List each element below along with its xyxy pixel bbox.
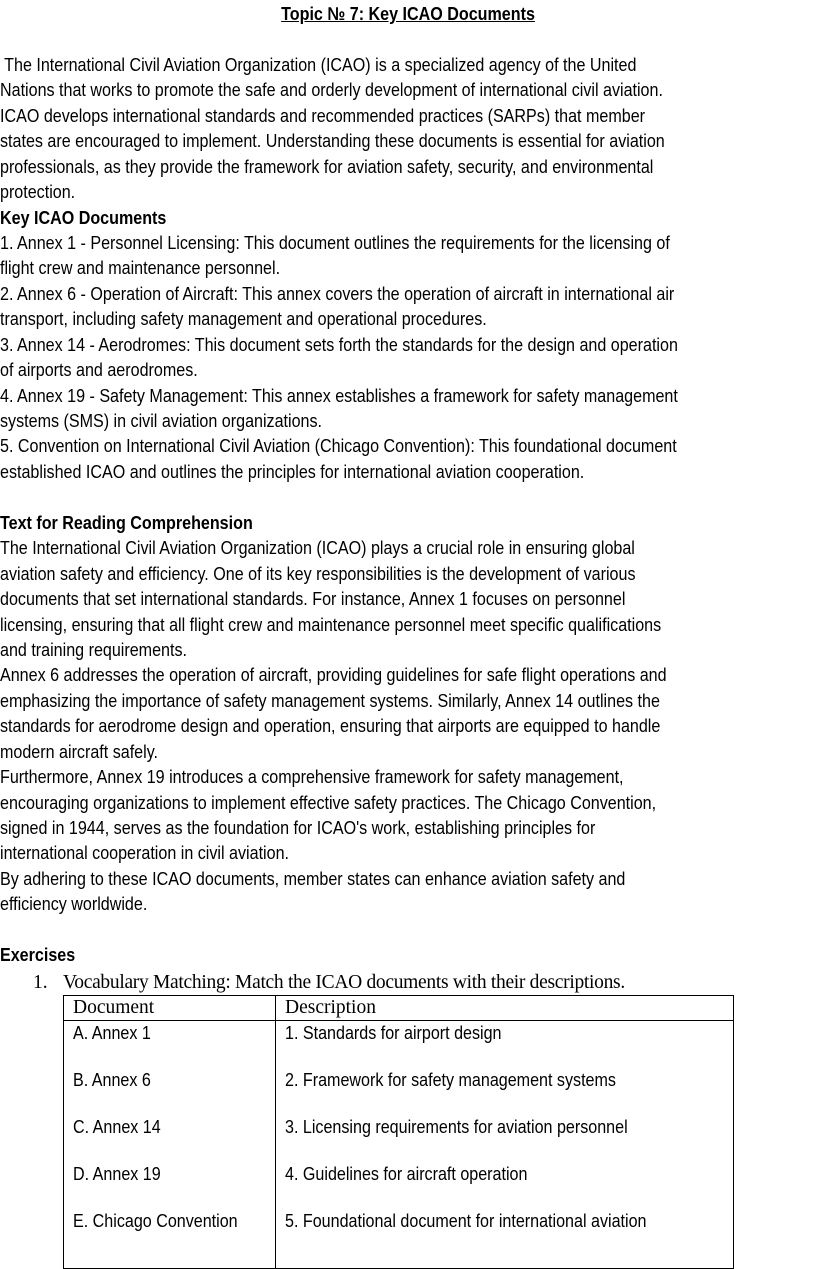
document-cell: B. Annex 6 (73, 1069, 151, 1090)
table-row (64, 1115, 734, 1162)
table-row (64, 1021, 734, 1069)
list-line: systems (SMS) in civil aviation organizations. (0, 410, 323, 431)
intro-paragraph (0, 52, 816, 205)
list-line: flight crew and maintenance personnel. (0, 257, 281, 279)
exercises-heading: Exercises (0, 944, 76, 966)
text-line: states are encouraged to implement. Understanding these documents is essential for aviation (0, 130, 665, 152)
description-cell: 1. Standards for airport design (285, 1022, 502, 1043)
text-line: modern aircraft safely. (0, 740, 159, 762)
table-row (64, 1162, 734, 1209)
table-row (64, 1209, 734, 1269)
document-cell: D. Annex 19 (73, 1163, 161, 1184)
text-line: aviation safety and efficiency. One of its key responsibilities is the development of various (0, 562, 636, 584)
text-line: Nations that works to promote the safe and orderly development of international civil aviation. (0, 79, 663, 101)
exercise-text: Vocabulary Matching: Match the ICAO documents with their descriptions. (63, 972, 625, 993)
text-line: international cooperation in civil aviation. (0, 842, 289, 864)
list-line: 1. Annex 1 - Personnel Licensing: This document outlines the requirements for the licensing of (0, 231, 670, 253)
document-body (0, 1, 816, 968)
list-line: established ICAO and outlines the principles for international aviation cooperation. (0, 460, 585, 482)
reading-text (0, 535, 816, 917)
blank-line (0, 26, 816, 51)
text-line: licensing, ensuring that all flight crew and maintenance personnel meet specific qualifications (0, 613, 662, 635)
description-cell: 5. Foundational document for international aviation (285, 1210, 647, 1231)
list-line: 3. Annex 14 - Aerodromes: This document sets forth the standards for the design and operation (0, 333, 678, 355)
blank-line (0, 484, 816, 509)
matching-table (63, 995, 734, 1269)
list-line: transport, including safety management and operational procedures. (0, 308, 487, 330)
text-line: The International Civil Aviation Organization (ICAO) plays a crucial role in ensuring global (0, 537, 635, 559)
key-documents-list (0, 230, 816, 484)
list-line: 5. Convention on International Civil Aviation (Chicago Convention): This foundational document (0, 435, 677, 457)
document-cell: A. Annex 1 (73, 1022, 151, 1043)
list-line: of airports and aerodromes. (0, 359, 198, 381)
document-cell: C. Annex 14 (73, 1116, 161, 1137)
text-line: protection. (0, 181, 76, 203)
text-line: The International Civil Aviation Organization (ICAO) is a specialized agency of the United (0, 53, 637, 75)
text-line: Furthermore, Annex 19 introduces a comprehensive framework for safety management, (0, 766, 624, 788)
text-line: and training requirements. (0, 638, 187, 660)
key-documents-heading: Key ICAO Documents (0, 206, 167, 228)
exercise-number: 1. (33, 972, 48, 993)
text-line: By adhering to these ICAO documents, member states can enhance aviation safety and (0, 867, 626, 889)
description-cell: 3. Licensing requirements for aviation personnel (285, 1116, 628, 1137)
list-line: 4. Annex 19 - Safety Management: This annex establishes a framework for safety management (0, 384, 678, 406)
header-document: Document (64, 996, 276, 1021)
description-cell: 2. Framework for safety management systems (285, 1069, 616, 1090)
text-line: professionals, as they provide the framework for aviation safety, security, and environmental (0, 155, 654, 177)
list-line: 2. Annex 6 - Operation of Aircraft: This annex covers the operation of aircraft in international air (0, 282, 675, 304)
header-description: Description (276, 996, 734, 1021)
text-line: documents that set international standards. For instance, Annex 1 focuses on personnel (0, 588, 626, 610)
text-line: emphasizing the importance of safety management systems. Similarly, Annex 14 outlines the (0, 689, 660, 711)
table-row (64, 1068, 734, 1115)
page-title: Topic № 7: Key ICAO Documents (281, 3, 535, 24)
text-line: standards for aerodrome design and operation, ensuring that airports are equipped to handle (0, 715, 661, 737)
text-line: signed in 1944, serves as the foundation for ICAO's work, establishing principles for (0, 817, 596, 838)
document-cell: E. Chicago Convention (73, 1210, 238, 1231)
reading-heading: Text for Reading Comprehension (0, 511, 253, 533)
description-cell: 4. Guidelines for aircraft operation (285, 1163, 528, 1184)
text-line: ICAO develops international standards and recommended practices (SARPs) that member (0, 104, 646, 126)
blank-line (0, 917, 816, 942)
table-header-row (64, 996, 734, 1021)
text-line: efficiency worldwide. (0, 893, 148, 915)
text-line: encouraging organizations to implement effective safety practices. The Chicago Convention, (0, 791, 657, 813)
text-line: Annex 6 addresses the operation of aircraft, providing guidelines for safe flight operations and (0, 664, 667, 686)
